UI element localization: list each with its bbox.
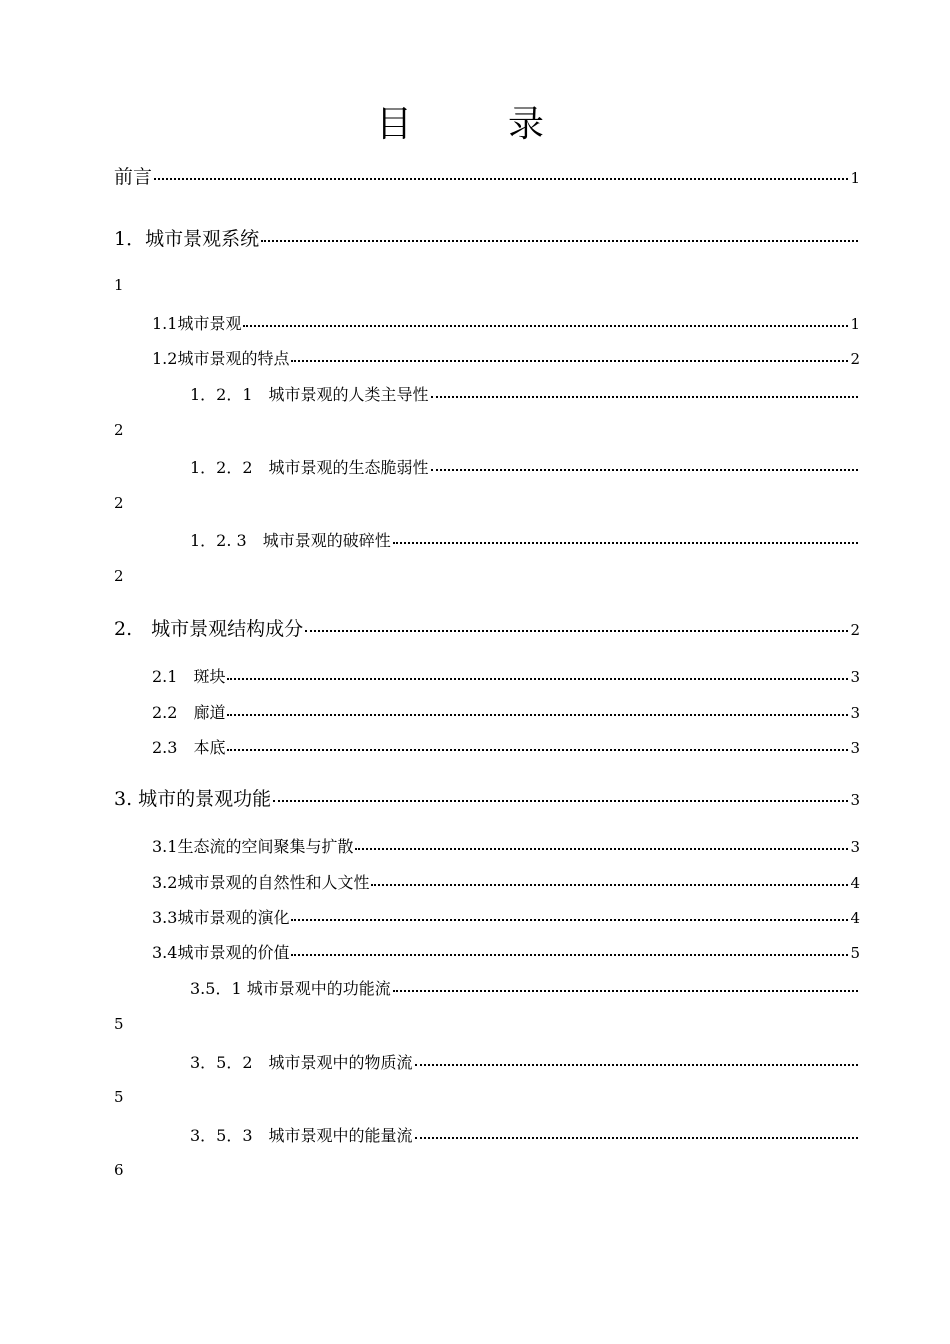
toc-entry-page: 1 bbox=[850, 315, 860, 333]
toc-entry-label: 1．城市景观系统 bbox=[114, 228, 260, 250]
toc-leader bbox=[431, 469, 858, 471]
toc-entry-page: 6 bbox=[114, 1161, 124, 1179]
toc-entry-label: 1.1城市景观 bbox=[152, 314, 242, 333]
toc-entry[interactable] bbox=[190, 528, 860, 551]
toc-entry-page: 3 bbox=[850, 668, 860, 686]
toc-entry-page: 2 bbox=[114, 421, 124, 439]
toc-entry-page: 5 bbox=[850, 944, 860, 962]
toc-leader bbox=[291, 954, 848, 956]
toc-leader bbox=[154, 178, 848, 180]
toc-entry[interactable] bbox=[152, 700, 860, 723]
toc-entry-label: 3.2城市景观的自然性和人文性 bbox=[152, 873, 370, 892]
toc-entry[interactable] bbox=[152, 870, 860, 893]
toc-leader bbox=[227, 749, 848, 751]
toc-entry-label: 1．2. 3 城市景观的破碎性 bbox=[190, 531, 391, 550]
toc-entry-label: 2.1 斑块 bbox=[152, 667, 226, 686]
toc-entry-label: 2.3 本底 bbox=[152, 738, 226, 757]
toc-entry-label: 3.5．1 城市景观中的功能流 bbox=[190, 979, 391, 998]
toc-entry[interactable] bbox=[190, 1123, 860, 1146]
toc-entry-page: 2 bbox=[114, 494, 124, 512]
toc-entry-label: 2. 城市景观结构成分 bbox=[114, 618, 304, 640]
toc-entry[interactable] bbox=[152, 311, 860, 334]
toc-entry-page: 3 bbox=[850, 791, 860, 809]
toc-entry[interactable] bbox=[152, 664, 860, 687]
toc-leader bbox=[415, 1064, 858, 1066]
toc-entry[interactable] bbox=[152, 940, 860, 963]
toc-entry-label: 3.4城市景观的价值 bbox=[152, 943, 290, 962]
toc-entry-label: 3.1生态流的空间聚集与扩散 bbox=[152, 837, 354, 856]
toc-entry-label: 2.2 廊道 bbox=[152, 703, 226, 722]
toc-leader bbox=[291, 360, 848, 362]
toc-leader bbox=[261, 240, 858, 242]
toc-entry[interactable] bbox=[114, 614, 860, 641]
toc-entry-page: 3 bbox=[850, 838, 860, 856]
toc-entry-label: 3.3城市景观的演化 bbox=[152, 908, 290, 927]
toc-entry-label: 3．5．2 城市景观中的物质流 bbox=[190, 1053, 413, 1072]
toc-entry[interactable] bbox=[152, 735, 860, 758]
toc-leader bbox=[243, 325, 848, 327]
toc-entry-page: 4 bbox=[850, 874, 860, 892]
toc-entry-page: 4 bbox=[850, 909, 860, 927]
toc-entry-page: 3 bbox=[850, 704, 860, 722]
toc-entry-label: 1.2城市景观的特点 bbox=[152, 349, 290, 368]
toc-entry-page: 2 bbox=[114, 567, 124, 585]
toc-entry[interactable] bbox=[190, 976, 860, 999]
toc-leader bbox=[415, 1137, 858, 1139]
toc-leader bbox=[431, 396, 858, 398]
toc-leader bbox=[371, 884, 848, 886]
toc-entry-page: 1 bbox=[114, 276, 124, 294]
toc-entry[interactable] bbox=[152, 346, 860, 369]
toc-entry-page: 3 bbox=[850, 739, 860, 757]
toc-entry[interactable] bbox=[190, 1050, 860, 1073]
toc-entry[interactable] bbox=[190, 382, 860, 405]
toc-entry-page: 5 bbox=[114, 1088, 124, 1106]
toc-entry-label: 3. 城市的景观功能 bbox=[114, 788, 272, 810]
toc-leader bbox=[273, 800, 848, 802]
toc-leader bbox=[291, 919, 848, 921]
toc-entry-page: 1 bbox=[850, 169, 860, 187]
toc-entry-label: 3．5．3 城市景观中的能量流 bbox=[190, 1126, 413, 1145]
toc-entry[interactable] bbox=[114, 784, 860, 811]
toc-entry-page: 2 bbox=[850, 350, 860, 368]
toc-leader bbox=[393, 542, 858, 544]
toc-entry[interactable] bbox=[114, 162, 860, 189]
toc-entry-label: 前言 bbox=[114, 166, 153, 188]
toc-leader bbox=[355, 848, 848, 850]
toc-leader bbox=[227, 714, 848, 716]
toc-entry[interactable] bbox=[152, 905, 860, 928]
toc-leader bbox=[393, 990, 858, 992]
page-title: 目 录 bbox=[375, 104, 574, 145]
toc-entry-page: 2 bbox=[850, 621, 860, 639]
toc-entry[interactable] bbox=[190, 455, 860, 478]
toc-entry[interactable] bbox=[152, 834, 860, 857]
toc-leader bbox=[227, 678, 848, 680]
toc-entry-label: 1．2．2 城市景观的生态脆弱性 bbox=[190, 458, 429, 477]
toc-entry-page: 5 bbox=[114, 1015, 124, 1033]
toc-entry[interactable] bbox=[114, 224, 860, 251]
toc-leader bbox=[305, 630, 848, 632]
toc-entry-label: 1．2．1 城市景观的人类主导性 bbox=[190, 385, 429, 404]
